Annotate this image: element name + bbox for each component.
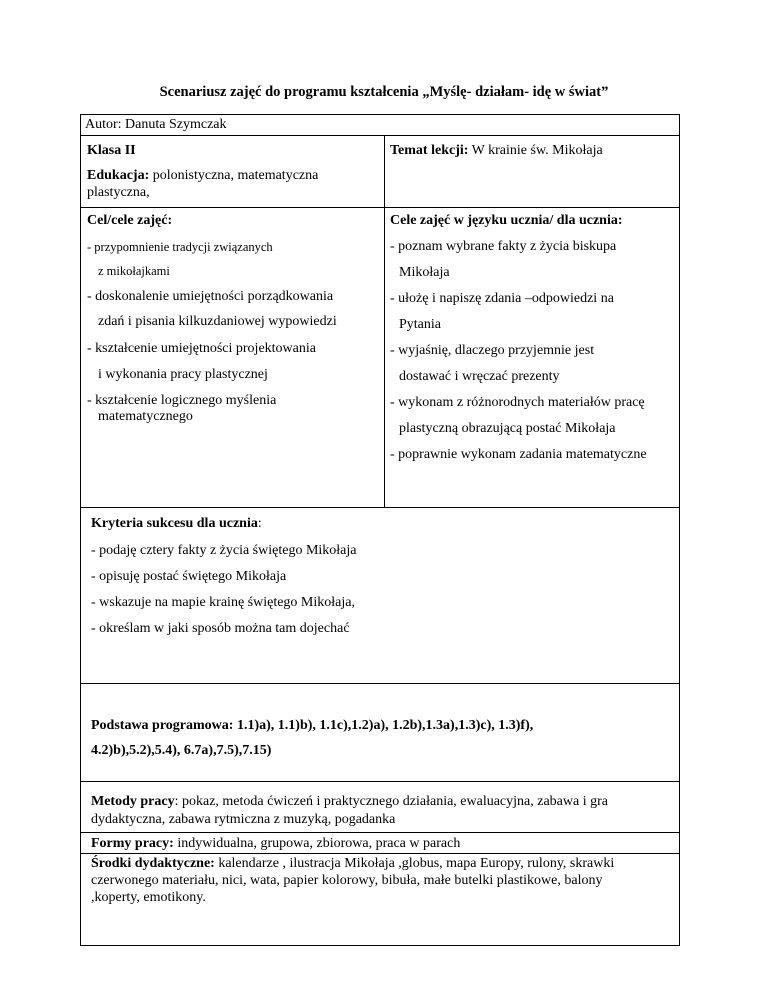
means-value-cont: czerwonego materiału, nici, wata, papier kolorowy, bibuła, małe butelki plastikowe, balony [91,873,603,888]
row-divider [81,853,679,854]
topic [390,143,603,159]
methods [91,794,608,810]
criteria-item: - opisuję postać świętego Mikołaja [91,569,287,584]
education [87,168,318,184]
criteria-item: - podaję cztery fakty z życia świętego Mikołaja [91,543,357,558]
student-goal-item: Mikołaja [399,265,450,280]
means-value: kalendarze , ilustracja Mikołaja ,globus, mapa Europy, rulony, skrawki [218,856,615,871]
means [91,856,614,872]
education-value-cont: plastyczna, [87,185,150,200]
criteria-colon: : [257,516,262,531]
forms-value: indywidualna, grupowa, zbiorowa, praca w parach [177,836,461,851]
goals-header: Cel/cele zajęć: [87,213,173,228]
row-divider [81,832,679,833]
student-goal-item: - wyjaśnię, dlaczego przyjemnie jest [390,343,595,358]
row-divider [81,207,679,208]
means-value-cont: ,koperty, emotikony. [91,890,206,905]
goal-item: - kształcenie umiejętności projektowania [87,341,316,356]
row-divider [81,507,679,508]
student-goal-item: dostawać i wręczać prezenty [399,369,560,384]
author: Autor: Danuta Szymczak [85,117,227,132]
document-title: Scenariusz zajęć do programu kształcenia „Myślę- działam- idę w świat” [159,84,609,100]
criteria-heading [91,516,262,532]
education-label: Edukacja: [87,168,150,183]
methods-value: : pokaz, metoda ćwiczeń i praktycznego działania, ewaluacyjna, zabawa i gra [174,794,608,809]
criteria-item: - określam w jaki sposób można tam dojechać [91,621,350,636]
goal-item: zdań i pisania kilkuzdaniowej wypowiedzi [98,314,337,329]
student-goal-item: - poprawnie wykonam zadania matematyczne [390,447,647,462]
goal-item: matematycznego [98,409,193,424]
student-goal-item: - wykonam z różnorodnych materiałów pracę [390,395,645,410]
methods-value-cont: dydaktyczna, zabawa rytmiczna z muzyką, pogadanka [91,812,396,827]
lesson-plan-table [80,114,680,946]
student-goal-item: plastyczną obrazującą postać Mikołaja [399,421,616,436]
means-label: Środki dydaktyczne: [91,856,215,871]
row-divider [81,683,679,684]
row-divider [81,135,679,136]
criteria-item: - wskazuje na mapie krainę świętego Mikołaja, [91,595,355,610]
program-basis-line2: 4.2)b),5.2),5.4), 6.7a),7.5),7.15) [91,743,272,758]
program-basis-label: Podstawa programowa: [91,718,234,733]
goal-item: i wykonania pracy plastycznej [98,367,268,382]
goal-item: - kształcenie logicznego myślenia [87,393,277,408]
column-divider [384,135,385,507]
education-value: polonistyczna, matematyczna [152,168,319,183]
program-basis-line1: 1.1)a), 1.1)b), 1.1c),1.2)a), 1.2b),1.3a),1.3)c), 1.3)f), [236,718,534,733]
row-divider [81,781,679,782]
student-goal-item: - poznam wybrane fakty z życia biskupa [390,239,617,254]
goal-item: - doskonalenie umiejętności porządkowania [87,289,334,304]
topic-label: Temat lekcji: [390,143,469,158]
student-goal-item: Pytania [399,317,441,332]
student-goal-item: - ułożę i napiszę zdania –odpowiedzi na [390,291,614,306]
program-basis [91,718,533,734]
forms-label: Formy pracy: [91,836,174,851]
goal-item: - przypomnienie tradycji związanych [87,240,273,254]
criteria-header: Kryteria sukcesu dla ucznia [91,516,258,531]
topic-value: W krainie św. Mikołaja [471,143,603,158]
student-goals-header: Cele zajęć w języku ucznia/ dla ucznia: [390,213,623,228]
class-label: Klasa II [87,143,136,158]
goal-item: z mikołajkami [98,264,170,278]
forms [91,836,460,852]
methods-label: Metody pracy [91,794,175,809]
